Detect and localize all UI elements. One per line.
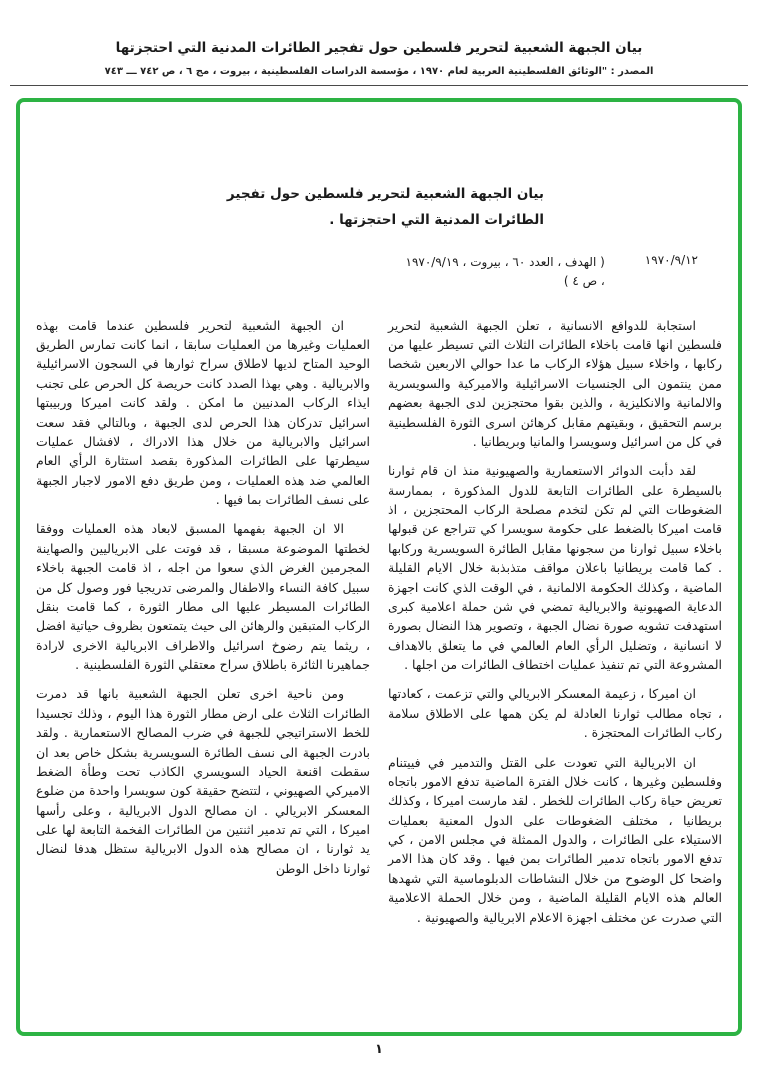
- paragraph: ومن ناحية اخرى تعلن الجبهة الشعبية بانها قد دمرت الطائرات الثلاث على ارض مطار الثورة هذا اليوم ، وذلك تجسيدا للخط الاستراتيجي للجبهة في ضرب المصالح الاستعمارية . ولقد بادرت الجبهة الى نسف الطائرة السويسرية بشكل خاص بعد ان سقطت اقنعة الحياد السويسري الكاذب تحت وطأة الضغط الاميركي الصهيوني ، لتتضح حقيقة كون سويسرا واحدة من ضلوع المعسكر الابريالي . ان مصالح الدول الابريالية ، وعلى رأسها اميركا ، التي تم تدمير اثنتين من الطائرات الفخمة التابعة لها على يد ثوارنا ، ان مصالح هذه الدول الابريالية ستظل هدفا لنضال ثوارنا داخل الوطن: [36, 686, 370, 876]
- header-divider: [10, 85, 748, 86]
- paragraph: استجابة للدوافع الانسانية ، تعلن الجبهة الشعبية لتحرير فلسطين انها قامت باخلاء الطائرات الثلاث التي تسيطر عليها من ركابها ، واخلاء سبيل هؤلاء الركاب ما عدا حوالي الاربعين شخصا ممن ينتمون الى الجنسيات الاسرائيلية والاميركية والسويسرية والالمانية والانكليزية ، والذين بقوا محتجزين لدى الجبهة بعضهم برسم التحقيق ، وبقيتهم مقابل كرهائن اسرى الثورة الفلسطينية في كل من اسرائيل وسويسرا والمانيا وبريطانيا .: [388, 317, 722, 449]
- document-title: بيان الجبهة الشعبية لتحرير فلسطين حول تفجير الطائرات المدنية التي احتجزتها .: [226, 186, 544, 228]
- paragraph: ان اميركا ، زعيمة المعسكر الابريالي والتي تزعمت ، كعادتها ، تجاه مطالب ثوارنا العادلة لم يكن همها على الاطلاق سلامة ركاب الطائرات المحتجزة .: [388, 686, 722, 741]
- document-date: ١٩٧٠/٩/١٢: [644, 253, 698, 268]
- paragraph: ان الجبهة الشعبية لتحرير فلسطين عندما قامت بهذه العمليات وغيرها من العمليات سابقا ، انما كانت تمارس الطريق الوحيد المتاح لديها لاطلاق سراح ثوارها في السجون الاسرائيلية والابريالية . وهي بهذا الصدد كانت حريصة كل الحرص على تجنب ايذاء الركاب المدنيين ما امكن . ولقد كانت اميركا وربيبتها اسرائيل تدركان هذا الحرص لدى الجبهة ، وبالتالي فقد سعت اسرائيل والابريالية من خلال هذا الادراك ، لافشال عمليات سيطرتها على الطائرات المذكورة بقصد استثارة الرأي العام العالمي ضد هذه العمليات ، ومن طريق دفع الامور لاجبار الجبهة على نسف الطائرات بما فيها .: [36, 317, 370, 508]
- page-header-title: بيان الجبهة الشعبية لتحرير فلسطين حول تفجير الطائرات المدنية التي احتجزتها: [115, 40, 643, 56]
- document-body: [36, 316, 722, 927]
- page-number: ١: [375, 1042, 383, 1057]
- paragraph: الا ان الجبهة بفهمها المسبق لابعاد هذه العمليات ووفقا لخطتها الموضوعة مسبقا ، قد فوتت على الابرياليين والصهاينة المجرمين الغرض الذي سعوا من اجله ، اذ قامت الجبهة باخلاء سبيل كافة النساء والاطفال والمرضى تدريجيا فور وصول كل من الطائرات المسيطر عليها الى مطار الثورة ، كما قامت بنقل الركاب المتبقين والرهائن الى حيث يتمتعون بظروف حياتية افضل ، ريثما يتم رضوخ اسرائيل والاطراف الابريالية الاخرى لارادة جماهيرنا الثائرة باطلاق سراح معتقلي الثورة الفلسطينية .: [36, 521, 370, 673]
- document-reference: ( الهدف ، العدد ٦٠ ، بيروت ، ١٩٧٠/٩/١٩ ، ص ٤ ): [405, 255, 605, 289]
- document-frame: [16, 98, 742, 1036]
- paragraph: لقد دأبت الدوائر الاستعمارية والصهيونية منذ ان قام ثوارنا بالسيطرة على الطائرات التابعة للدول المذكورة ، بممارسة الضغوطات التي لم تكن لتخدم مصلحة الركاب المحتجزين ، اذ قامت اميركا بالضغط على حكومة سويسرا كي تتراجع عن قبولها باخلاء سبيل ثوارنا من سجونها مقابل الطائرة السويسرية وركابها . كما قامت بريطانيا باعلان مواقف متذبذبة خلال الايام القليلة الماضية ، وكذلك الحكومة الالمانية ، في الوقت الذي كانت اجهزة الدعاية الصهيونية والابريالية تمضي في شن حملة اعلامية كبرى استهدفت تشويه صورة نضال الجبهة ، وتصوير هذا النضال بصورة لا انسانية ، وتضليل الرأي العام العالمي في ما يتعلق بالاهداف المشروعة التي تم تنفيذ عمليات اختطاف الطائرات من اجلها .: [388, 463, 722, 673]
- source-line: المصدر : "الوثائق الفلسطينية العربية لعام ١٩٧٠ ، مؤسسة الدراسات الفلسطينية ، بيروت ، مج ٦ ، ص ٧٤٢ ـــ ٧٤٣: [104, 66, 654, 77]
- document-citation-row: [346, 253, 698, 291]
- paragraph: ان الابريالية التي تعودت على القتل والتدمير في فييتنام وفلسطين وغيرها ، كانت خلال الفترة الماضية تدفع الامور باتجاه تعريض حياة ركاب الطائرات للخطر . لقد مارست اميركا ، وكذلك بريطانيا ، مختلف الضغوطات على الدول المعنية بعمليات الاستيلاء على الطائرات ، والدول الممثلة في مجلس الامن ، كي تدفع الامور باتجاه تدمير الطائرات بمن فيها . وقد كان هذا الامر واضحا كل الوضوح من خلال النشاطات الدبلوماسية التي شهدها العالم هذه الايام القليلة الماضية ، ومن خلال الحملة الاعلامية التي صدرت عن مختلف اجهزة الاعلام الابريالية والصهيونية .: [388, 754, 722, 925]
- page-header: [0, 0, 758, 86]
